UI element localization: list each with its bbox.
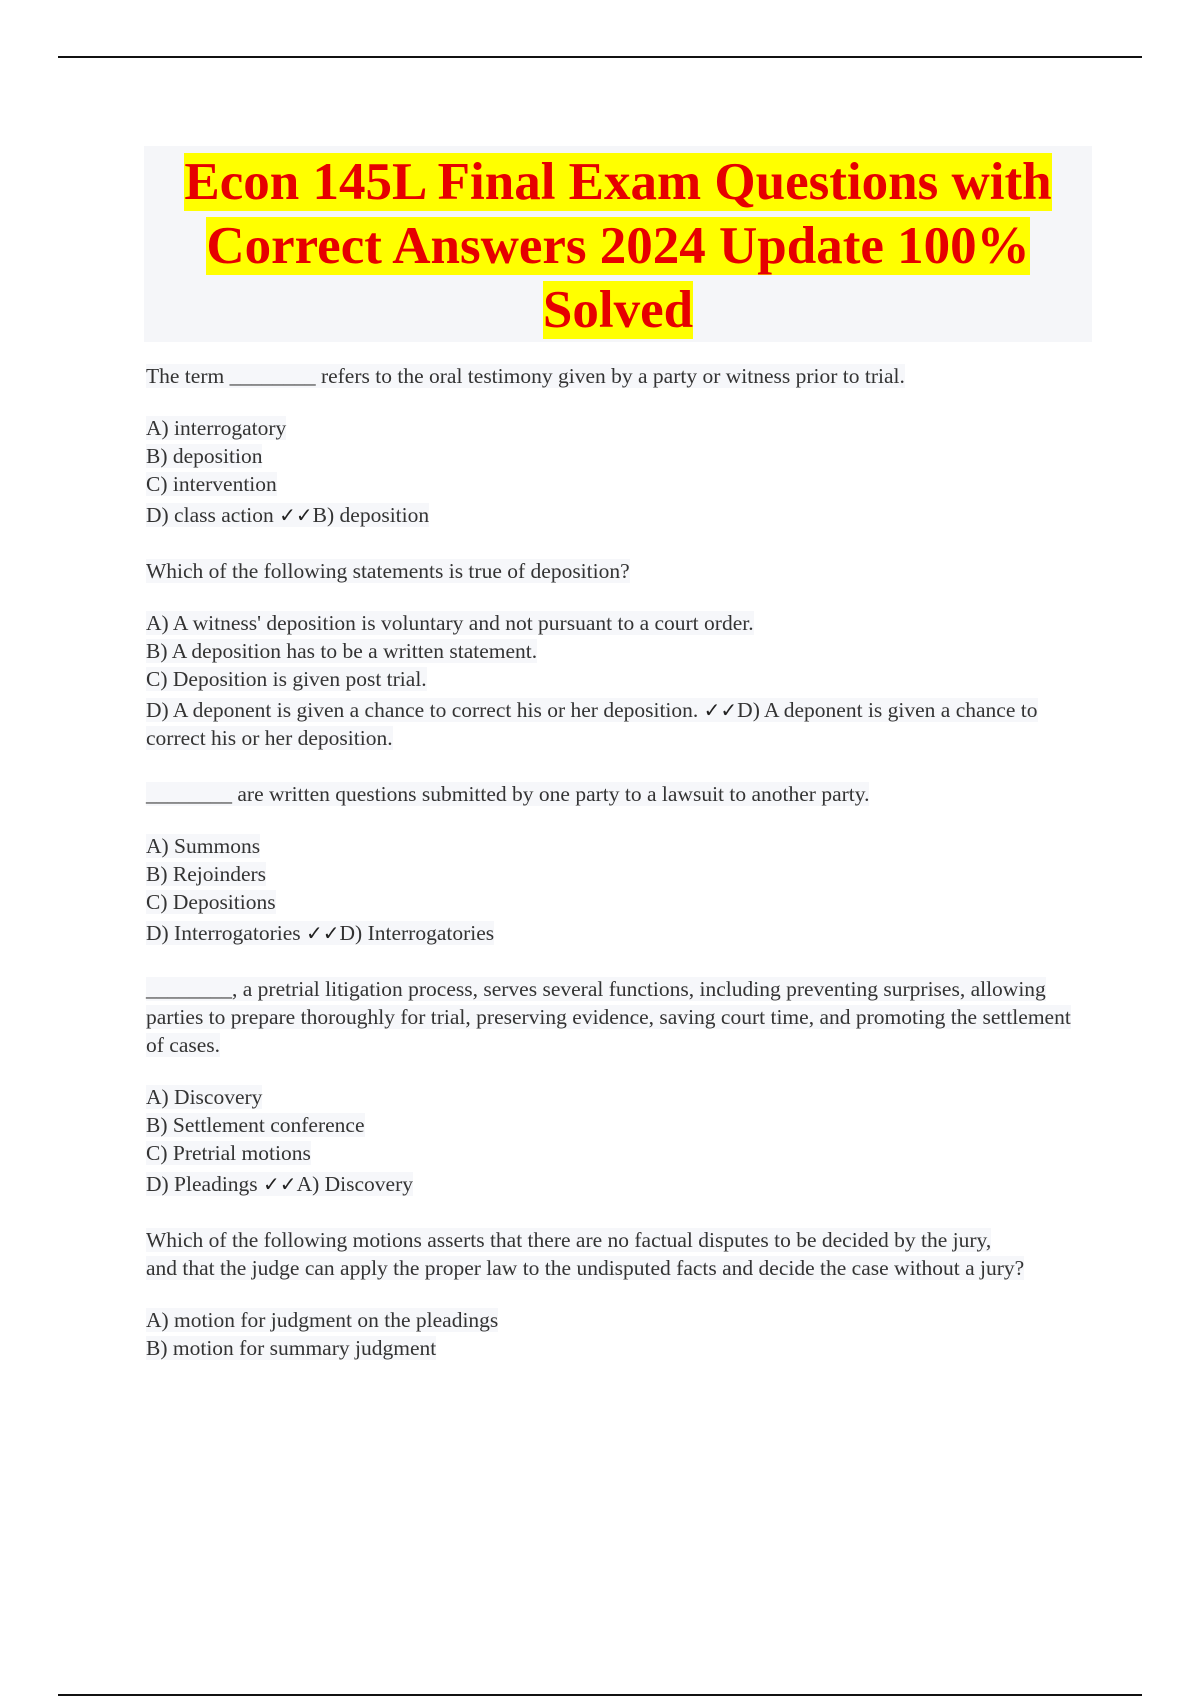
option: B) Settlement conference [146,1113,365,1137]
double-check-icon: ✓✓ [279,503,313,527]
title-line-2: Correct Answers 2024 Update 100% [206,217,1030,275]
question-text-line-1: Which of the following motions asserts that there are no factual disputes to be decided by the jury, [146,1228,992,1252]
option: C) Pretrial motions [146,1141,311,1165]
question-3-options [146,832,1092,947]
question-text: ________ are written questions submitted by one party to a lawsuit to another party. [146,782,870,806]
document-body [146,362,1092,1390]
question-text: ________, a pretrial litigation process, serves several functions, including preventing surprises, allowing parties to prepare thoroughly for trial, preserving evidence, saving court time, and promoting the settlement of cases. [146,977,1071,1057]
document-title-block [144,146,1092,342]
footer-rule [58,1694,1142,1696]
option: A) Summons [146,834,261,858]
option: A) motion for judgment on the pleadings [146,1308,499,1332]
option: B) Rejoinders [146,862,267,886]
title-line-3: Solved [542,281,694,339]
question-2 [146,557,1092,585]
question-text: The term ________ refers to the oral testimony given by a party or witness prior to trial. [146,364,905,388]
question-4-options [146,1083,1092,1198]
option-with-answer: D) Pleadings ✓✓A) Discovery [146,1172,413,1196]
option: C) intervention [146,472,277,496]
option: A) A witness' deposition is voluntary and not pursuant to a court order. [146,611,754,635]
correct-answer: D) Interrogatories [339,921,495,945]
option: A) interrogatory [146,416,287,440]
question-1 [146,362,1092,390]
double-check-icon: ✓✓ [703,698,738,722]
option: B) deposition [146,444,263,468]
option-with-answer: D) A deponent is given a chance to correct his or her deposition. ✓✓D) A deponent is given a chance to correct his or her deposition. [146,698,1038,750]
question-1-options [146,414,1092,529]
option: B) motion for summary judgment [146,1336,437,1360]
correct-answer: D) A deponent is given a chance to correct his or her deposition. [146,698,1038,750]
question-3 [146,780,1092,808]
question-2-options [146,609,1092,752]
correct-answer: B) deposition [312,503,430,527]
option: B) A deposition has to be a written statement. [146,639,538,663]
question-text-line-2: and that the judge can apply the proper law to the undisputed facts and decide the case without a jury? [146,1256,1025,1280]
option: A) Discovery [146,1085,263,1109]
header-rule [58,56,1142,58]
option: C) Depositions [146,890,276,914]
question-5 [146,1226,1092,1282]
question-5-options [146,1306,1092,1362]
correct-answer: A) Discovery [296,1172,413,1196]
option-with-answer: D) class action ✓✓B) deposition [146,503,430,527]
question-text: Which of the following statements is true of deposition? [146,559,630,583]
option-with-answer: D) Interrogatories ✓✓D) Interrogatories [146,921,495,945]
option: C) Deposition is given post trial. [146,667,427,691]
title-line-1: Econ 145L Final Exam Questions with [184,153,1052,211]
document-title [144,146,1092,342]
double-check-icon: ✓✓ [306,921,340,945]
double-check-icon: ✓✓ [263,1172,297,1196]
question-4 [146,975,1092,1059]
